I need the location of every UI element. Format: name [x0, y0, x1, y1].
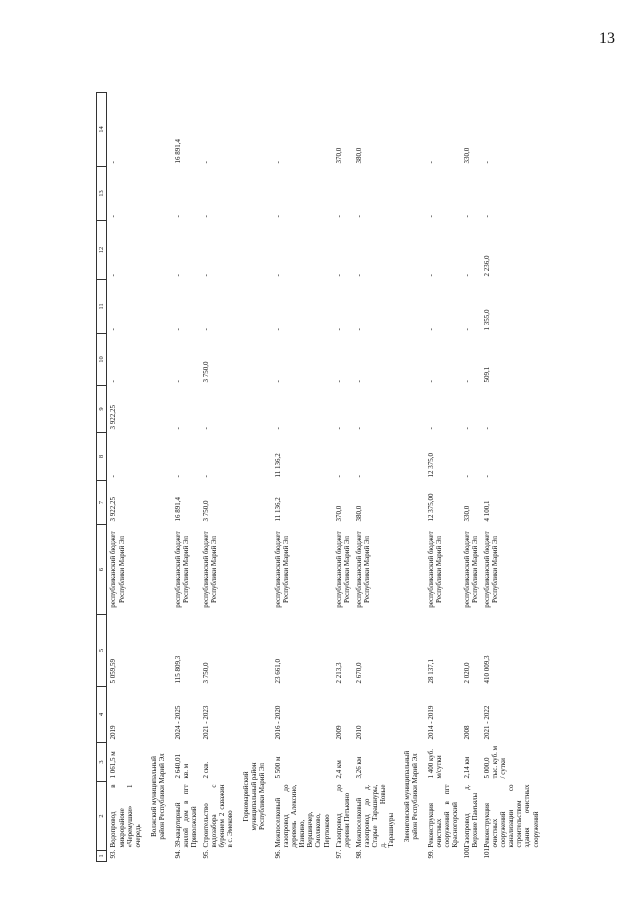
table-cell: 380,0: [354, 505, 363, 522]
table-cell: -: [274, 274, 283, 277]
table-cell: -: [201, 215, 210, 218]
table-cell: 2 670,0: [354, 662, 363, 684]
table-cell: 370,0: [334, 505, 343, 522]
table-cell: -: [173, 328, 182, 331]
table-cell: -: [354, 427, 363, 430]
table-cell: 330,0: [463, 147, 472, 164]
table-cell: 28 137,1: [426, 659, 435, 684]
row-number: 101.: [483, 846, 492, 859]
table-cell: -: [109, 475, 118, 478]
table-cell: 115 809,3: [173, 655, 182, 684]
row-number: 95.: [201, 849, 210, 859]
table-cell: 16 891,4: [173, 497, 182, 522]
table-cell: республиканский бюджет Республики Марий Эл: [354, 531, 371, 608]
table-cell: республиканский бюджет Республики Марий Эл: [463, 531, 480, 608]
column-header: 12: [97, 221, 107, 280]
table-cell: -: [274, 328, 283, 331]
table-cell: 2008: [463, 725, 472, 740]
column-header: 3: [97, 743, 107, 782]
table-cell: -: [354, 215, 363, 218]
table-cell: 3,26 км: [354, 756, 363, 779]
table-cell: -: [201, 328, 210, 331]
row-number: 99.: [426, 849, 435, 859]
table-row: [107, 93, 144, 862]
table-cell: -: [334, 274, 343, 277]
table-cell: 2021 - 2023: [201, 705, 210, 740]
column-header: 13: [97, 167, 107, 221]
table-cell: -: [334, 427, 343, 430]
section-title: Волжский муниципальный район Республики Марий Эл: [149, 753, 166, 840]
page-number: 13: [599, 30, 615, 47]
table-cell: -: [173, 215, 182, 218]
column-header: 7: [97, 481, 107, 525]
object-name: Газопровод д. Верхние Памъялы: [463, 784, 480, 848]
table-cell: -: [483, 215, 492, 218]
table-cell: республиканский бюджет Республики Марий Эл: [201, 531, 218, 608]
investment-table: [96, 92, 542, 862]
table-cell: -: [334, 475, 343, 478]
table-cell: 509,1: [483, 366, 492, 383]
table-cell: 23 661,0: [274, 659, 283, 684]
table-cell: 3 750,0: [201, 361, 210, 383]
table-cell: 5 500 м: [274, 756, 283, 779]
table-cell: -: [354, 380, 363, 383]
row-number: 96.: [274, 849, 283, 859]
table-cell: -: [201, 274, 210, 277]
section-title: Звениговский муниципальный район Республики Марий Эл: [402, 750, 419, 843]
table-cell: -: [173, 427, 182, 430]
table-cell: -: [463, 427, 472, 430]
table-cell: 2016 - 2020: [274, 705, 283, 740]
table-cell: республиканский бюджет Республики Марий Эл: [334, 531, 351, 608]
empty-cell: [236, 93, 272, 743]
table-cell: -: [426, 274, 435, 277]
object-name: 39-квартирный жилой дом в пгт Приволжский: [173, 784, 198, 848]
table-cell: -: [463, 274, 472, 277]
object-name: Строительство водозабора с бурением 2 скважин в с. Эмеково: [201, 784, 235, 848]
table-cell: 370,0: [334, 147, 343, 164]
table-cell: 2,14 км: [463, 756, 472, 779]
table-cell: республиканский бюджет Республики Марий Эл: [483, 531, 500, 608]
table-header-row: [97, 93, 107, 862]
column-header: 9: [97, 386, 107, 433]
column-header: 4: [97, 687, 107, 743]
table-cell: 330,0: [463, 505, 472, 522]
column-header: 6: [97, 525, 107, 615]
table-row: [172, 93, 200, 862]
table-cell: -: [334, 215, 343, 218]
section-row: [236, 93, 272, 862]
table-cell: 11 136,2: [274, 453, 283, 478]
table-cell: республиканский бюджет Республики Марий Эл: [173, 531, 190, 608]
table-cell: республиканский бюджет Республики Марий Эл: [274, 531, 291, 608]
empty-cell: [397, 93, 425, 743]
table-cell: -: [483, 161, 492, 164]
table-cell: 12 375,00: [426, 493, 435, 522]
table-cell: 410 009,3: [483, 655, 492, 684]
section-title: Горномарийский муниципальный район Республики Марий Эл: [242, 762, 267, 831]
column-header: 2: [97, 782, 107, 851]
table-cell: 2014 - 2019: [426, 705, 435, 740]
table-cell: -: [109, 161, 118, 164]
table-row: [200, 93, 236, 862]
table-cell: 2 640,01 кв. м: [173, 754, 190, 779]
empty-cell: [397, 851, 425, 862]
column-header: 11: [97, 280, 107, 334]
table-cell: -: [109, 328, 118, 331]
table-cell: -: [274, 161, 283, 164]
table-cell: -: [173, 274, 182, 277]
table-cell: 2024 - 2025: [173, 705, 182, 740]
table-body: [107, 93, 542, 862]
table-cell: -: [334, 380, 343, 383]
column-header: 10: [97, 334, 107, 386]
object-name: Реконструкция очистных сооружений в пгт Красногорский: [426, 784, 460, 848]
table-cell: -: [173, 380, 182, 383]
table-cell: 3 922,25: [109, 497, 118, 522]
table-cell: -: [426, 427, 435, 430]
table-row: [353, 93, 397, 862]
table-cell: -: [201, 475, 210, 478]
table-cell: -: [109, 380, 118, 383]
table-cell: 16 891,4: [173, 139, 182, 164]
table-cell: 2 020,0: [463, 662, 472, 684]
table-cell: -: [274, 215, 283, 218]
table-cell: 11 136,2: [274, 497, 283, 522]
row-number: 93.: [109, 849, 118, 859]
table-row: [461, 93, 481, 862]
section-row: [397, 93, 425, 862]
table-cell: -: [463, 328, 472, 331]
table-cell: республиканский бюджет Республики Марий Эл: [109, 531, 126, 608]
table-cell: 2 213,3: [334, 662, 343, 684]
empty-cell: [236, 851, 272, 862]
table-row: [333, 93, 353, 862]
row-number: 97.: [334, 849, 343, 859]
table-cell: -: [109, 274, 118, 277]
table-cell: 380,0: [354, 147, 363, 164]
table-cell: -: [334, 328, 343, 331]
table-cell: 2010: [354, 725, 363, 740]
table-row: [272, 93, 332, 862]
table-cell: -: [483, 427, 492, 430]
table-cell: 3 750,0: [201, 662, 210, 684]
table-cell: 2 скв.: [201, 761, 210, 779]
table-cell: -: [173, 475, 182, 478]
table-row: [481, 93, 541, 862]
table-cell: 2009: [334, 725, 343, 740]
table-cell: 2 236,0: [483, 255, 492, 277]
column-header: 5: [97, 615, 107, 687]
rotated-table-wrapper: [96, 95, 540, 862]
section-row: [144, 93, 172, 862]
table-cell: -: [109, 215, 118, 218]
table-cell: республиканский бюджет Республики Марий Эл: [426, 531, 444, 608]
table-row: [425, 93, 461, 862]
empty-cell: [144, 851, 172, 862]
table-cell: -: [354, 274, 363, 277]
table-cell: -: [426, 161, 435, 164]
object-name: Межпоселковый газопровод до д. Старые Тарашнуры, д. Новые Тарашнуры: [354, 784, 395, 848]
object-name: Газопровод до деревни Петькино: [334, 784, 351, 848]
object-name: Водопровод в микрорайоне «Черемушки» 1 очередь: [109, 784, 142, 848]
table-cell: 2021 - 2022: [483, 705, 492, 740]
table-cell: -: [426, 380, 435, 383]
table-cell: 2019: [109, 725, 118, 740]
table-cell: 1 061,5 м: [109, 751, 118, 779]
empty-cell: [144, 93, 172, 743]
table-cell: -: [483, 475, 492, 478]
column-header: 1: [97, 851, 107, 862]
table-cell: 1 400 куб. м/сутки: [426, 748, 444, 779]
table-cell: -: [274, 380, 283, 383]
table-cell: 5 059,59: [109, 659, 118, 684]
table-cell: 3 922,25: [109, 405, 118, 430]
object-name: Реконструкция очистных сооружений канализации со строительством здания очистных сооружений: [483, 784, 540, 848]
table-cell: -: [463, 380, 472, 383]
row-number: 100.: [463, 846, 472, 859]
row-number: 94.: [173, 849, 182, 859]
table-cell: 1 355,0: [483, 309, 492, 331]
row-number: 98.: [354, 849, 363, 859]
table-cell: 5 000,0 тыс. куб. м / сутки: [483, 745, 508, 779]
table-cell: -: [354, 328, 363, 331]
table-cell: -: [354, 475, 363, 478]
object-name: Межпоселковый газопровод до деревень Алексино, Изикино, Вершинчер, Смоляково, Пертюково: [274, 784, 331, 848]
column-header: 8: [97, 433, 107, 481]
table-cell: -: [426, 328, 435, 331]
table-cell: 3 750,0: [201, 500, 210, 522]
table-cell: -: [463, 475, 472, 478]
table-cell: -: [463, 215, 472, 218]
table-cell: -: [201, 427, 210, 430]
table-cell: 12 375,0: [426, 453, 435, 478]
column-header: 14: [97, 93, 107, 167]
table-cell: 4 100,1: [483, 500, 492, 522]
table-cell: -: [426, 215, 435, 218]
table-cell: 2,4 км: [334, 760, 343, 779]
table-cell: -: [201, 161, 210, 164]
table-cell: -: [274, 427, 283, 430]
